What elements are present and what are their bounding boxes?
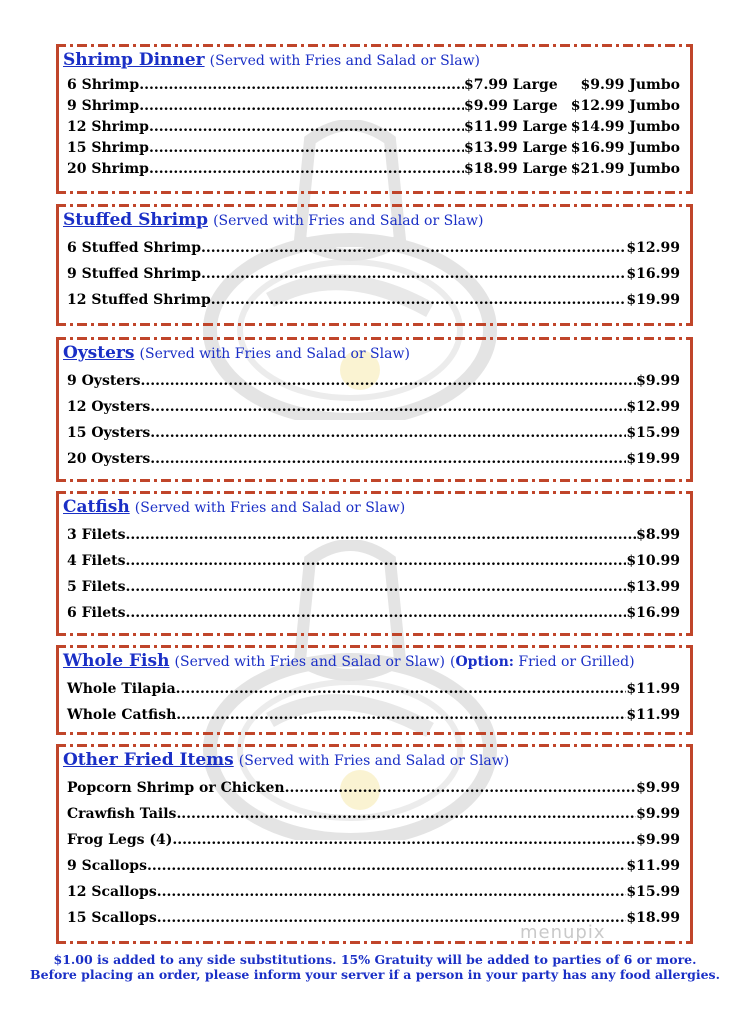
section-title: Whole Fish bbox=[63, 651, 170, 671]
menu-item: Crawfish Tails ..... $9.99 bbox=[67, 806, 680, 822]
menupix-watermark: menupix bbox=[520, 922, 606, 943]
section-header bbox=[63, 50, 480, 70]
section-subtitle: (Served with Fries and Salad or Slaw) bbox=[209, 53, 481, 69]
menu-item: 12 Shrimp ..... $11.99 Large $14.99 Jumbo bbox=[67, 119, 680, 135]
menu-item: 12 Scallops ..... $15.99 bbox=[67, 884, 680, 900]
menu-item: 20 Shrimp ..... $18.99 Large $21.99 Jumbo bbox=[67, 161, 680, 177]
menu-item: 5 Filets ..... $13.99 bbox=[67, 579, 680, 595]
menu-item: 6 Shrimp ..... $7.99 Large $9.99 Jumbo bbox=[67, 77, 680, 93]
menu-section-shrimp-dinner bbox=[56, 44, 693, 194]
footer-note-line2: Before placing an order, please inform your server if a person in your party has any food allergies. bbox=[30, 967, 720, 982]
menu-item: 9 Oysters ..... $9.99 bbox=[67, 373, 680, 389]
footer-note-line1: $1.00 is added to any side substitutions. 15% Gratuity will be added to parties of 6 or more. bbox=[53, 952, 697, 967]
section-title: Catfish bbox=[63, 497, 130, 517]
section-option: (Option: Fried or Grilled) bbox=[450, 654, 635, 670]
menu-section-whole-fish bbox=[56, 645, 693, 735]
section-header bbox=[63, 210, 483, 230]
section-subtitle: (Served with Fries and Salad or Slaw) bbox=[174, 654, 445, 670]
menu-section-catfish bbox=[56, 491, 693, 636]
section-subtitle: (Served with Fries and Salad or Slaw) bbox=[134, 500, 406, 516]
section-header bbox=[63, 497, 405, 517]
menu-item: Popcorn Shrimp or Chicken ..... $9.99 bbox=[67, 780, 680, 796]
menu-item: 6 Filets ..... $16.99 bbox=[67, 605, 680, 621]
menu-item: 15 Shrimp ..... $13.99 Large $16.99 Jumbo bbox=[67, 140, 680, 156]
menu-item: 9 Shrimp ..... $9.99 Large $12.99 Jumbo bbox=[67, 98, 680, 114]
section-title: Oysters bbox=[63, 343, 135, 363]
menu-item: 12 Oysters ..... $12.99 bbox=[67, 399, 680, 415]
section-header bbox=[63, 750, 509, 770]
section-title: Stuffed Shrimp bbox=[63, 210, 208, 230]
menu-section-other-fried-items bbox=[56, 744, 693, 944]
section-header bbox=[63, 651, 635, 671]
menu-item: 6 Stuffed Shrimp ..... $12.99 bbox=[67, 240, 680, 256]
menu-item: 12 Stuffed Shrimp ..... $19.99 bbox=[67, 292, 680, 308]
menu-item: 20 Oysters ..... $19.99 bbox=[67, 451, 680, 467]
menu-item: 4 Filets ..... $10.99 bbox=[67, 553, 680, 569]
menu-item: 3 Filets ..... $8.99 bbox=[67, 527, 680, 543]
section-header bbox=[63, 343, 410, 363]
section-title: Other Fried Items bbox=[63, 750, 234, 770]
section-title: Shrimp Dinner bbox=[63, 50, 205, 70]
menu-item: 9 Scallops ..... $11.99 bbox=[67, 858, 680, 874]
menu-item: Whole Catfish ..... $11.99 bbox=[67, 707, 680, 723]
menu-item: 15 Scallops ..... $18.99 bbox=[67, 910, 680, 926]
menu-item: Whole Tilapia ..... $11.99 bbox=[67, 681, 680, 697]
menu-section-stuffed-shrimp bbox=[56, 204, 693, 326]
section-subtitle: (Served with Fries and Salad or Slaw) bbox=[238, 753, 510, 769]
menu-item: Frog Legs (4) ..... $9.99 bbox=[67, 832, 680, 848]
section-subtitle: (Served with Fries and Salad or Slaw) bbox=[139, 346, 410, 362]
menu-item: 15 Oysters ..... $15.99 bbox=[67, 425, 680, 441]
section-subtitle: (Served with Fries and Salad or Slaw) bbox=[213, 213, 484, 229]
menu-item: 9 Stuffed Shrimp ..... $16.99 bbox=[67, 266, 680, 282]
menu-section-oysters bbox=[56, 337, 693, 482]
